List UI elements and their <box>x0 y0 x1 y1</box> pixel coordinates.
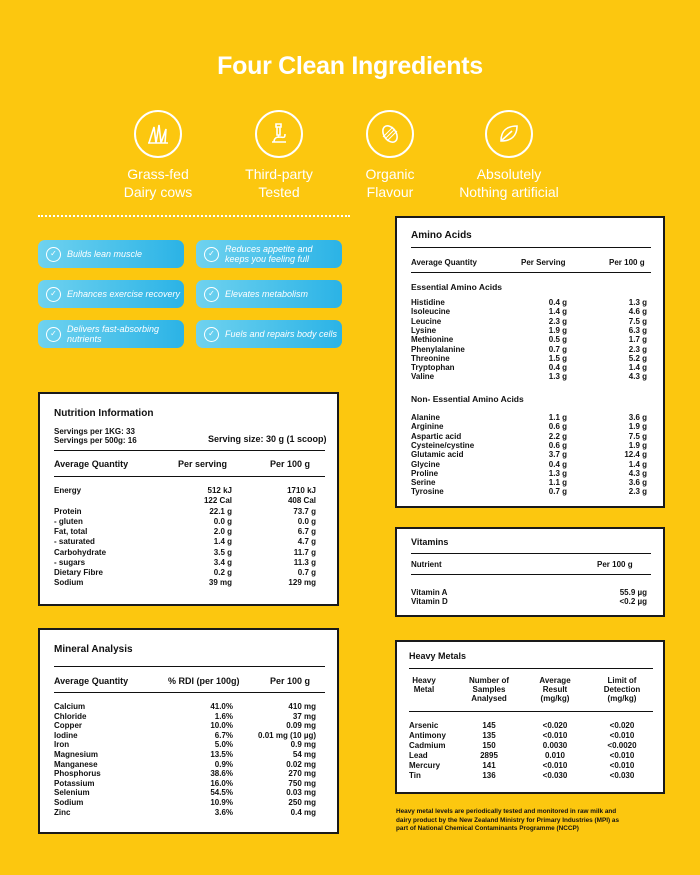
metal-name: Mercury <box>409 761 441 770</box>
per-100g-value: 54 mg <box>292 750 316 759</box>
nutrient-name: Dietary Fibre <box>54 568 103 577</box>
samples-value: 145 <box>482 721 496 730</box>
per-serving-value: 0.2 g <box>213 568 232 577</box>
col-header: Limit of Detection (mg/kg) <box>603 676 641 703</box>
mineral-name: Copper <box>54 721 82 731</box>
per-serving-value: 0.4 g <box>548 459 567 469</box>
amino-name: Alanine <box>411 413 440 422</box>
metals-heading: Heavy Metals <box>409 651 467 661</box>
per-serving-value: 1.9 g <box>548 325 567 335</box>
amino-name: Arginine <box>411 422 444 432</box>
benefit-pill: ✓ Elevates metabolism <box>196 280 342 308</box>
per-100g-value: 0.09 mg <box>286 721 316 731</box>
rdi-value: 5.0% <box>214 740 233 750</box>
per-100g-value: 7.5 g <box>628 431 647 441</box>
col-header: Average Quantity <box>54 459 129 469</box>
per-serving-value: 0.0 g <box>213 517 232 526</box>
col-header: Nutrient <box>411 560 442 569</box>
col-header: Number of Samples Analysed <box>469 676 509 703</box>
per-100g-value: 73.7 g <box>293 507 316 516</box>
check-icon: ✓ <box>204 287 219 302</box>
average-value: <0.030 <box>542 771 568 780</box>
col-header: Per Serving <box>521 258 566 267</box>
serving-size: Serving size: 30 g (1 scoop) <box>208 434 327 444</box>
mineral-name: Iodine <box>54 730 78 740</box>
per-serving-value: 1.4 g <box>213 537 232 546</box>
divider <box>411 553 651 554</box>
divider <box>54 692 325 693</box>
divider <box>409 668 653 669</box>
col-header: % RDI (per 100g) <box>168 676 240 686</box>
col-header: Per serving <box>178 459 228 469</box>
mineral-name: Magnesium <box>54 750 99 759</box>
samples-value: 2895 <box>480 751 498 760</box>
average-value: 0.010 <box>544 751 566 760</box>
per-100g-value: 5.2 g <box>628 353 647 363</box>
per-100g-value: 0.9 mg <box>290 740 316 750</box>
per-100g-value: 4.3 g <box>628 468 647 478</box>
per-100g-value: 3.6 g <box>628 478 647 488</box>
nutrition-panel <box>38 392 339 606</box>
samples-value: 135 <box>482 731 496 740</box>
metal-name: Lead <box>409 751 428 760</box>
per-serving-value: 0.7 g <box>548 487 567 497</box>
col-header: Per 100 g <box>270 459 311 469</box>
benefit-pill: ✓ Fuels and repairs body cells <box>196 320 342 348</box>
rdi-value: 13.5% <box>210 750 233 759</box>
col-header: Average Quantity <box>54 676 129 686</box>
samples-value: 150 <box>482 741 496 750</box>
nutrition-heading: Nutrition Information <box>54 408 154 419</box>
nutrient-name: Carbohydrate <box>54 548 107 557</box>
per-serving-value: 39 mg <box>208 578 232 587</box>
amino-name: Lysine <box>411 325 437 335</box>
benefit-pill: ✓ Enhances exercise recovery <box>38 280 184 308</box>
per-100g-value: 2.3 g <box>628 344 647 354</box>
per-100g-value: 1.9 g <box>628 440 647 450</box>
limit-value: <0.010 <box>609 761 635 770</box>
per-serving-value: 2.0 g <box>213 527 232 536</box>
nutrient-name: Fat, total <box>54 527 88 536</box>
amino-name: Proline <box>411 468 439 478</box>
per-100g-value: 4.3 g <box>628 372 647 382</box>
per-100g-value: 0.0 g <box>297 517 316 526</box>
ingredient-organic <box>325 110 455 201</box>
divider <box>54 666 325 667</box>
per-100g-value: 750 mg <box>288 778 316 788</box>
nutrient-name: - saturated <box>54 537 95 546</box>
per-100g-value: 2.3 g <box>628 487 647 497</box>
amino-heading: Amino Acids <box>411 230 472 241</box>
per-100g-value: 1.9 g <box>628 422 647 432</box>
amino-name: Glycine <box>411 459 440 469</box>
metal-name: Arsenic <box>409 721 439 730</box>
vitamins-panel <box>395 527 665 617</box>
per-serving-value: 122 Cal <box>203 496 232 505</box>
per-100g-value: 6.3 g <box>628 325 647 335</box>
divider <box>54 476 325 477</box>
per-100g-value: 1.3 g <box>628 298 647 307</box>
mineral-name: Potassium <box>54 778 95 788</box>
per-100g-value: 0.03 mg <box>286 788 316 798</box>
footnote: Heavy metal levels are periodically tested and monitored in raw milk and dairy product by the New Zealand Ministry for Primary Industries (MPI) as part of National Chemical Contaminants Programme (NCCP) <box>396 808 620 832</box>
limit-value: <0.010 <box>609 751 635 760</box>
vitamin-name: Vitamin D <box>411 597 448 606</box>
per-serving-value: 1.4 g <box>548 307 567 317</box>
metal-name: Antimony <box>409 731 446 740</box>
per-serving-value: 1.1 g <box>548 413 567 422</box>
per-100g-value: 12.4 g <box>624 450 647 460</box>
per-serving-value: 3.7 g <box>548 450 567 460</box>
per-100g-value: 250 mg <box>288 798 316 807</box>
amino-panel <box>395 216 665 508</box>
ingredient-nothing-artificial <box>444 110 574 201</box>
rdi-value: 10.0% <box>210 721 233 731</box>
cocoa-pod-icon <box>366 110 414 158</box>
per-serving-value: 0.4 g <box>548 298 567 307</box>
rdi-value: 1.6% <box>214 711 233 721</box>
amino-name: Glutamic acid <box>411 450 464 460</box>
amino-name: Tryptophan <box>411 363 455 373</box>
check-icon: ✓ <box>46 247 61 262</box>
per-100g-value: 0.7 g <box>297 568 316 577</box>
per-100g-value: <0.2 µg <box>619 597 647 606</box>
divider <box>409 711 653 712</box>
amino-name: Threonine <box>411 353 450 363</box>
divider <box>54 450 325 451</box>
mineral-name: Sodium <box>54 798 84 807</box>
per-100g-value: 6.7 g <box>297 527 316 536</box>
amino-name: Isoleucine <box>411 307 451 317</box>
col-header: Per 100 g <box>270 676 311 686</box>
check-icon: ✓ <box>204 327 219 342</box>
amino-name: Phenylalanine <box>411 344 465 354</box>
average-value: 0.0030 <box>542 741 568 750</box>
rdi-value: 38.6% <box>210 769 233 779</box>
mineral-name: Chloride <box>54 711 87 721</box>
leaf-icon <box>485 110 533 158</box>
mineral-name: Phosphorus <box>54 769 101 779</box>
amino-name: Aspartic acid <box>411 431 462 441</box>
amino-name: Methionine <box>411 335 454 345</box>
dotted-divider <box>38 215 350 217</box>
page-title: Four Clean Ingredients <box>217 52 483 80</box>
per-serving-value: 512 kJ <box>207 486 232 495</box>
per-serving-value: 0.5 g <box>548 335 567 345</box>
per-serving-value: 0.6 g <box>548 440 567 450</box>
per-100g-value: 11.3 g <box>293 558 316 567</box>
average-value: <0.020 <box>542 721 568 730</box>
rdi-value: 6.7% <box>214 730 233 740</box>
per-100g-value: 4.6 g <box>628 307 647 317</box>
mineral-name: Iron <box>54 740 70 750</box>
nutrient-name: - gluten <box>54 517 83 526</box>
per-serving-value: 0.6 g <box>548 422 567 432</box>
per-100g-value: 408 Cal <box>287 496 316 505</box>
per-100g-value: 1.4 g <box>628 459 647 469</box>
col-header: Average Result (mg/kg) <box>539 676 571 703</box>
per-100g-value: 3.6 g <box>628 413 647 422</box>
divider <box>411 272 651 273</box>
rdi-value: 41.0% <box>210 702 233 711</box>
mineral-name: Zinc <box>54 807 71 817</box>
per-100g-value: 11.7 g <box>293 548 316 557</box>
per-100g-value: 410 mg <box>288 702 316 711</box>
vitamins-heading: Vitamins <box>411 537 449 547</box>
nutrient-name: Protein <box>54 507 82 516</box>
per-100g-value: 0.01 mg (10 µg) <box>258 730 316 740</box>
per-100g-value: 0.4 mg <box>290 807 316 817</box>
per-serving-value: 1.3 g <box>548 468 567 478</box>
check-icon: ✓ <box>46 287 61 302</box>
check-icon: ✓ <box>204 247 219 262</box>
benefit-pill: ✓ Builds lean muscle <box>38 240 184 268</box>
limit-value: <0.010 <box>609 731 635 740</box>
mineral-panel <box>38 628 339 834</box>
per-100g-value: 55.9 µg <box>619 588 647 597</box>
divider <box>411 574 651 575</box>
average-value: <0.010 <box>542 761 568 770</box>
amino-name: Tyrosine <box>411 487 444 497</box>
rdi-value: 10.9% <box>210 798 233 807</box>
per-serving-value: 0.4 g <box>548 363 567 373</box>
ingredient-grass-fed <box>93 110 223 201</box>
limit-value: <0.020 <box>609 721 635 730</box>
per-serving-value: 2.2 g <box>548 431 567 441</box>
heavy-metals-panel <box>395 640 665 794</box>
divider <box>411 247 651 248</box>
col-header: Per 100 g <box>609 258 645 267</box>
per-100g-value: 0.02 mg <box>286 759 316 769</box>
check-icon: ✓ <box>46 327 61 342</box>
per-100g-value: 1.4 g <box>628 363 647 373</box>
nutrient-name: - sugars <box>54 558 86 567</box>
amino-name: Histidine <box>411 298 445 307</box>
ingredient-label: Absolutely Nothing artificial <box>459 166 559 200</box>
col-header: Heavy Metal <box>412 676 436 694</box>
per-100g-value: 129 mg <box>288 578 316 587</box>
per-serving-value: 22.1 g <box>209 507 232 516</box>
nonessential-heading: Non- Essential Amino Acids <box>411 394 524 404</box>
benefit-pill: ✓ Delivers fast-absorbing nutrients <box>38 320 184 348</box>
per-serving-value: 3.4 g <box>213 558 232 567</box>
per-serving-value: 1.5 g <box>548 353 567 363</box>
mineral-name: Calcium <box>54 702 86 711</box>
nutrient-name: Sodium <box>54 578 84 587</box>
per-serving-value: 0.7 g <box>548 344 567 354</box>
average-value: <0.010 <box>542 731 568 740</box>
per-serving-value: 2.3 g <box>548 316 567 326</box>
samples-value: 136 <box>482 771 496 780</box>
per-100g-value: 4.7 g <box>297 537 316 546</box>
rdi-value: 54.5% <box>210 788 233 798</box>
col-header: Average Quantity <box>411 258 477 267</box>
metal-name: Cadmium <box>409 741 446 750</box>
amino-name: Cysteine/cystine <box>411 440 475 450</box>
samples-value: 141 <box>482 761 496 770</box>
amino-name: Serine <box>411 478 436 488</box>
per-100g-value: 270 mg <box>288 769 316 779</box>
servings-1kg: Servings per 1KG: 33 <box>54 427 135 436</box>
limit-value: <0.0020 <box>607 741 637 750</box>
ingredient-label: Organic Flavour <box>365 166 415 200</box>
per-serving-value: 1.1 g <box>548 478 567 488</box>
amino-name: Leucine <box>411 316 442 326</box>
essential-heading: Essential Amino Acids <box>411 282 503 292</box>
per-serving-value: 1.3 g <box>548 372 567 382</box>
per-100g-value: 1710 kJ <box>287 486 316 495</box>
per-100g-value: 7.5 g <box>628 316 647 326</box>
vitamin-name: Vitamin A <box>411 588 448 597</box>
limit-value: <0.030 <box>609 771 635 780</box>
ingredient-label: Grass-fed Dairy cows <box>123 166 193 200</box>
per-100g-value: 1.7 g <box>628 335 647 345</box>
metal-name: Tin <box>409 771 421 780</box>
mineral-heading: Mineral Analysis <box>54 644 133 655</box>
amino-name: Valine <box>411 372 435 382</box>
rdi-value: 16.0% <box>210 778 233 788</box>
mineral-name: Manganese <box>54 759 98 769</box>
microscope-icon <box>255 110 303 158</box>
mineral-name: Selenium <box>54 788 90 798</box>
grass-icon <box>134 110 182 158</box>
benefit-pill: ✓ Reduces appetite and keeps you feeling full <box>196 240 342 268</box>
per-100g-value: 37 mg <box>292 711 316 721</box>
col-header: Per 100 g <box>597 560 633 569</box>
rdi-value: 3.6% <box>214 807 233 817</box>
servings-500g: Servings per 500g: 16 <box>54 436 137 445</box>
nutrient-name: Energy <box>54 486 82 495</box>
ingredient-label: Third-party Tested <box>245 166 313 200</box>
per-serving-value: 3.5 g <box>213 548 232 557</box>
rdi-value: 0.9% <box>214 759 233 769</box>
